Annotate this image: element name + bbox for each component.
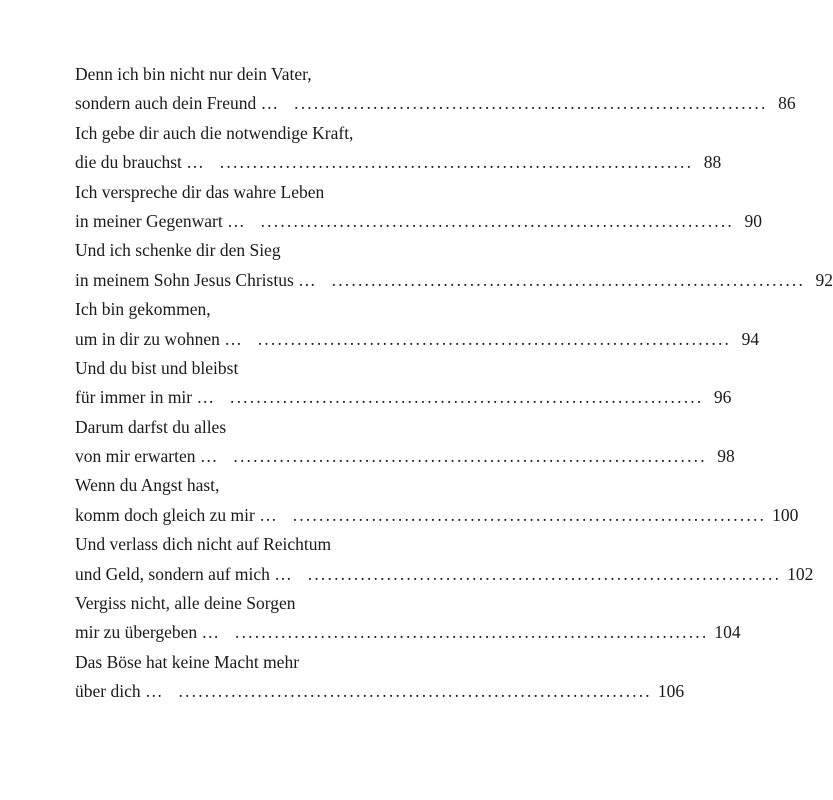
toc-entry-line: sondern auch dein Freund …	[75, 93, 279, 114]
toc-entry	[75, 354, 732, 413]
toc-entry-line: um in dir zu wohnen …	[75, 328, 242, 349]
toc-entry	[75, 119, 722, 178]
toc-entry-line: Und ich schenke dir den Sieg	[75, 240, 281, 261]
page-number: 102	[787, 563, 814, 584]
toc-entry-last-line	[75, 89, 796, 118]
toc-entry	[75, 413, 735, 472]
toc-entry-line: mir zu übergeben …	[75, 622, 220, 643]
dot-leader: ........................................................................	[233, 446, 707, 467]
toc-entry-line: Ich gebe dir auch die notwendige Kraft,	[75, 122, 354, 143]
toc-entry-last-line	[75, 207, 762, 236]
page-number: 96	[713, 387, 732, 408]
toc-entry-line: Ich verspreche dir das wahre Leben	[75, 181, 325, 202]
toc-entry-line: Ich bin gekommen,	[75, 299, 211, 320]
toc-entry-last-line	[75, 148, 722, 177]
toc-entry	[75, 471, 799, 530]
page-number: 86	[778, 93, 796, 114]
dot-leader: ........................................................................	[294, 93, 768, 114]
toc-entry	[75, 295, 760, 354]
page-number: 104	[714, 622, 741, 643]
toc-entry-line: Vergiss nicht, alle deine Sorgen	[75, 593, 296, 614]
page-number: 88	[703, 152, 722, 173]
toc-entry-line: komm doch gleich zu mir …	[75, 504, 277, 525]
dot-leader: ........................................................................	[260, 210, 734, 231]
toc-entry-line: Wenn du Angst hast,	[75, 475, 220, 496]
toc-entry-line: in meiner Gegenwart …	[75, 210, 245, 231]
toc-entry-last-line	[75, 266, 833, 295]
toc-entry	[75, 648, 685, 707]
page-number: 100	[772, 504, 799, 525]
page-number: 106	[657, 681, 685, 702]
toc-entry	[75, 589, 741, 648]
toc-entry	[75, 530, 814, 589]
toc-entry-last-line	[75, 618, 741, 647]
table-of-contents	[75, 60, 833, 707]
toc-entry-last-line	[75, 442, 735, 471]
dot-leader: ........................................................................	[235, 622, 709, 643]
dot-leader: ........................................................................	[219, 152, 694, 173]
page-number: 92	[815, 269, 833, 290]
toc-entry-last-line	[75, 501, 799, 530]
dot-leader: ........................................................................	[230, 387, 704, 408]
toc-entry	[75, 236, 833, 295]
toc-entry-last-line	[75, 677, 685, 706]
toc-entry	[75, 60, 796, 119]
dot-leader: ........................................................................	[257, 328, 732, 349]
toc-entry-line: von mir erwarten …	[75, 446, 218, 467]
toc-entry-line: Denn ich bin nicht nur dein Vater,	[75, 64, 312, 84]
toc-entry-line: für immer in mir …	[75, 387, 215, 408]
toc-entry-line: Das Böse hat keine Macht mehr	[75, 651, 300, 672]
page-number: 94	[741, 328, 760, 349]
toc-entry-line: und Geld, sondern auf mich …	[75, 563, 292, 584]
dot-leader: ........................................................................	[292, 504, 767, 525]
page-number: 90	[744, 210, 762, 231]
dot-leader: ........................................................................	[331, 269, 806, 290]
toc-entry-last-line	[75, 383, 732, 412]
toc-entry-line: Darum darfst du alles	[75, 416, 227, 437]
toc-entry	[75, 178, 762, 237]
toc-entry-last-line	[75, 325, 760, 354]
dot-leader: ........................................................................	[178, 681, 652, 702]
toc-entry-line: Und verlass dich nicht auf Reichtum	[75, 534, 332, 555]
toc-entry-line: Und du bist und bleibst	[75, 357, 239, 378]
toc-entry-line: in meinem Sohn Jesus Christus …	[75, 269, 316, 290]
toc-entry-line: die du brauchst …	[75, 152, 204, 173]
toc-entry-last-line	[75, 560, 814, 589]
dot-leader: ........................................................................	[307, 563, 782, 584]
page-number: 98	[717, 446, 735, 467]
toc-entry-line: über dich …	[75, 681, 163, 702]
